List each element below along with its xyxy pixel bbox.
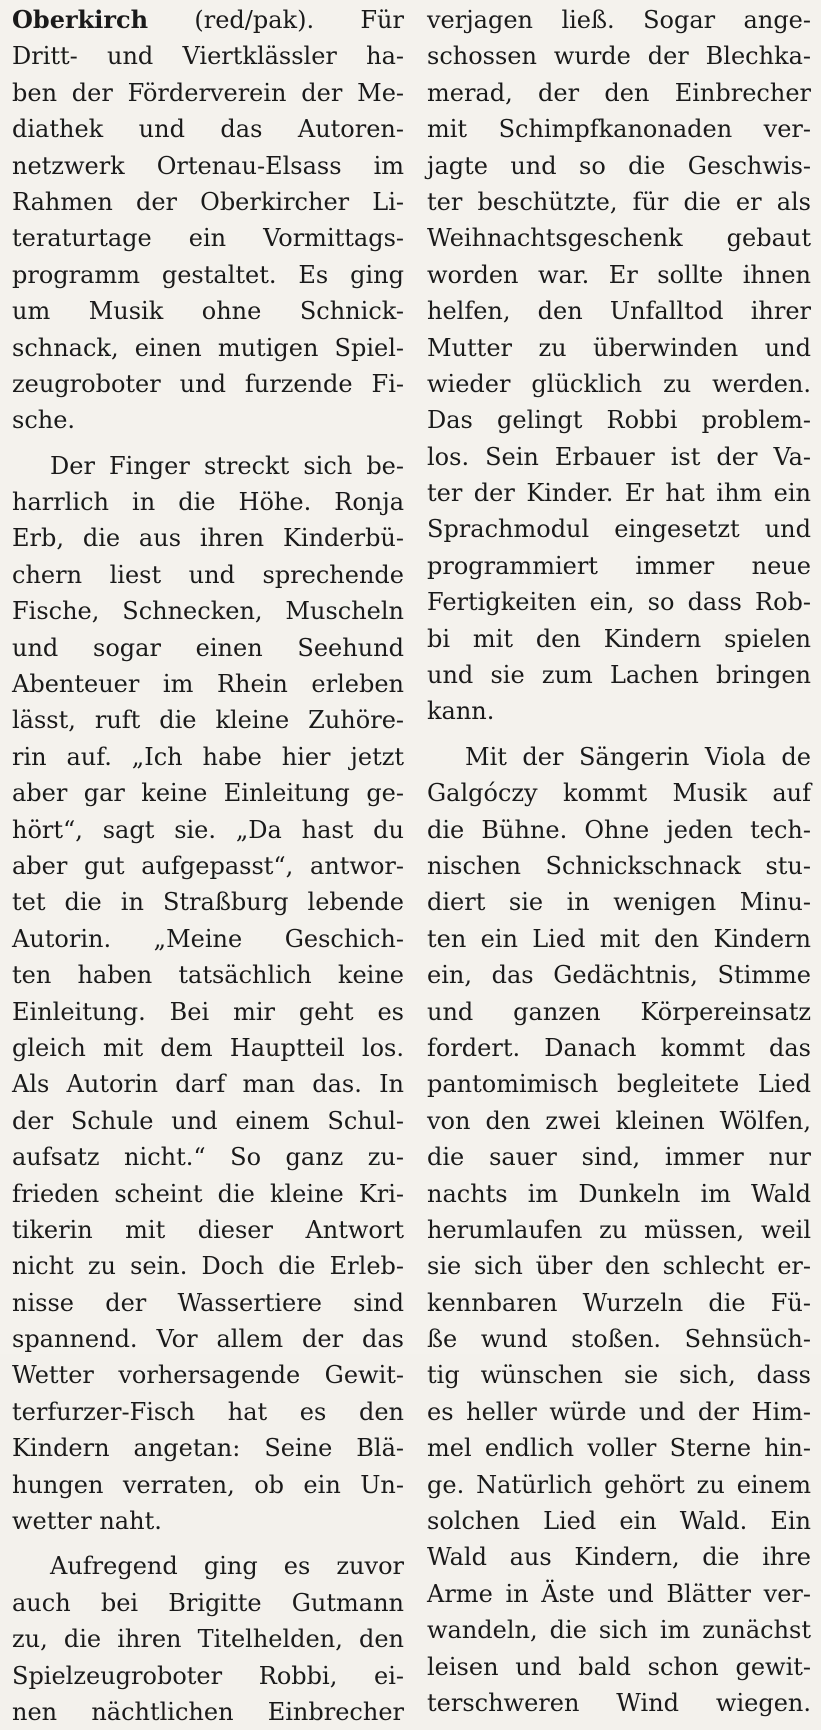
line-text: gleich mit dem Hauptteil los. bbox=[12, 1033, 404, 1062]
article-line bbox=[12, 220, 404, 256]
article-line bbox=[427, 220, 811, 256]
line-text: harrlich in die Höhe. Ronja bbox=[12, 488, 404, 517]
line-text: leisen und bald schon gewit- bbox=[427, 1652, 811, 1681]
paragraph-gap bbox=[12, 1539, 404, 1548]
article-line bbox=[12, 739, 404, 775]
line-text: um Musik ohne Schnick- bbox=[12, 297, 404, 326]
line-text: Rahmen der Oberkircher Li- bbox=[12, 187, 404, 216]
line-text: schnack, einen mutigen Spiel- bbox=[12, 333, 404, 362]
line-text: es heller würde und der Him- bbox=[427, 1397, 811, 1426]
article-line bbox=[12, 1030, 404, 1066]
article-line bbox=[427, 1539, 811, 1575]
article-line bbox=[12, 1321, 404, 1357]
article-line bbox=[427, 111, 811, 147]
line-text: auch bei Brigitte Gutmann bbox=[12, 1588, 404, 1617]
article-line bbox=[12, 921, 404, 957]
article-line bbox=[427, 475, 811, 511]
article-line bbox=[427, 1685, 811, 1721]
line-text: frieden scheint die kleine Kri- bbox=[12, 1179, 404, 1208]
line-text: Arme in Äste und Blätter ver- bbox=[427, 1579, 811, 1608]
article-line bbox=[12, 184, 404, 220]
line-text: verjagen ließ. Sogar ange- bbox=[427, 6, 811, 34]
article-line bbox=[427, 1357, 811, 1393]
article-line bbox=[12, 666, 404, 702]
article-line bbox=[427, 148, 811, 184]
line-text: jagte und so die Geschwis- bbox=[427, 151, 811, 180]
article-line bbox=[427, 1394, 811, 1430]
line-text: aber gut aufgepasst“, antwor- bbox=[12, 851, 404, 880]
article-line bbox=[12, 1430, 404, 1466]
article-line bbox=[12, 1394, 404, 1430]
article-line bbox=[427, 657, 811, 693]
line-text: solchen Lied ein Wald. Ein bbox=[427, 1507, 811, 1536]
line-text: merad, der den Einbrecher bbox=[427, 78, 811, 107]
article-line bbox=[12, 148, 404, 184]
line-text: fordert. Danach kommt das bbox=[427, 1033, 811, 1062]
line-text: und ganzen Körpereinsatz bbox=[427, 997, 811, 1026]
line-text: die sauer sind, immer nur bbox=[427, 1143, 811, 1172]
article-line bbox=[427, 1612, 811, 1648]
article-line bbox=[12, 1139, 404, 1175]
line-text: mit Schimpfkanonaden ver- bbox=[427, 115, 811, 144]
line-text: wieder glücklich zu werden. bbox=[427, 369, 811, 398]
line-text: ein, das Gedächtnis, Stimme bbox=[427, 961, 811, 990]
article-line bbox=[12, 593, 404, 629]
article-line bbox=[12, 1066, 404, 1102]
article-line bbox=[427, 1212, 811, 1248]
article-line bbox=[427, 994, 811, 1030]
article-line bbox=[12, 812, 404, 848]
line-text: sche. bbox=[12, 406, 76, 435]
article-line bbox=[12, 402, 404, 438]
article-line bbox=[12, 484, 404, 520]
line-text: chern liest und sprechende bbox=[12, 560, 404, 589]
line-text: von den zwei kleinen Wölfen, bbox=[427, 1106, 811, 1135]
line-text: los. Sein Erbauer ist der Va- bbox=[427, 442, 811, 471]
line-text: teraturtage ein Vormittags- bbox=[12, 224, 404, 253]
line-text: worden war. Er sollte ihnen bbox=[427, 260, 811, 289]
article-line bbox=[12, 1467, 404, 1503]
article-line bbox=[427, 884, 811, 920]
line-text: ten ein Lied mit den Kindern bbox=[427, 924, 811, 953]
article-line bbox=[427, 511, 811, 547]
line-text: nen nächtlichen Einbrecher bbox=[12, 1697, 404, 1726]
article-line bbox=[427, 584, 811, 620]
line-text: nachts im Dunkeln im Wald bbox=[427, 1179, 811, 1208]
article-line bbox=[427, 402, 811, 438]
article-line bbox=[427, 1248, 811, 1284]
line-text: Weihnachtsgeschenk gebaut bbox=[427, 224, 811, 253]
article-line bbox=[12, 1585, 404, 1621]
article-line bbox=[427, 330, 811, 366]
line-text: kann. bbox=[427, 697, 495, 726]
line-text: ter der Kinder. Er hat ihm ein bbox=[427, 479, 811, 508]
article-line bbox=[12, 702, 404, 738]
article-line bbox=[427, 1285, 811, 1321]
line-text: Galgóczy kommt Musik auf bbox=[427, 779, 811, 808]
article-line bbox=[427, 1576, 811, 1612]
line-text: lässt, ruft die kleine Zuhöre- bbox=[12, 706, 404, 735]
line-text: Einleitung. Bei mir geht es bbox=[12, 997, 404, 1026]
line-text: ben der Förderverein der Me- bbox=[12, 78, 404, 107]
article-line bbox=[427, 848, 811, 884]
line-text: nischen Schnickschnack stu- bbox=[427, 851, 811, 880]
line-text: nicht zu sein. Doch die Erleb- bbox=[12, 1252, 404, 1281]
article-line bbox=[427, 184, 811, 220]
article-line bbox=[427, 1467, 811, 1503]
article-line bbox=[427, 1430, 811, 1466]
line-text: Wetter vorhersagende Gewit- bbox=[12, 1361, 404, 1390]
line-text: herumlaufen zu müssen, weil bbox=[427, 1215, 811, 1244]
article-line bbox=[427, 1649, 811, 1685]
article-line bbox=[12, 448, 404, 484]
article-line bbox=[427, 957, 811, 993]
article-line bbox=[12, 1248, 404, 1284]
line-text: Wald aus Kindern, die ihre bbox=[427, 1543, 811, 1572]
article-line bbox=[12, 957, 404, 993]
article-line bbox=[12, 1658, 404, 1694]
article-line bbox=[427, 257, 811, 293]
line-text: programm gestaltet. Es ging bbox=[12, 260, 404, 289]
article-line bbox=[12, 1357, 404, 1393]
article-line bbox=[427, 621, 811, 657]
line-text: diert sie in wenigen Minu- bbox=[427, 888, 811, 917]
line-text: tikerin mit dieser Antwort bbox=[12, 1215, 404, 1244]
line-text: Fische, Schnecken, Muscheln bbox=[12, 597, 404, 626]
line-text: tig wünschen sie sich, dass bbox=[427, 1361, 811, 1390]
line-text: und sie zum Lachen bringen bbox=[427, 661, 811, 690]
article-line bbox=[427, 775, 811, 811]
line-text: Autorin. „Meine Geschich- bbox=[12, 924, 404, 953]
line-text: ten haben tatsächlich keine bbox=[12, 961, 404, 990]
article-line bbox=[12, 848, 404, 884]
line-text: hungen verraten, ob ein Un- bbox=[12, 1470, 404, 1499]
article-line bbox=[427, 739, 811, 775]
line-text: (red/pak). Für bbox=[148, 6, 404, 34]
line-text: Der Finger streckt sich be- bbox=[50, 451, 404, 480]
line-text: der Schule und einem Schul- bbox=[12, 1106, 404, 1135]
line-text: Kindern angetan: Seine Blä- bbox=[12, 1434, 404, 1463]
article-line bbox=[12, 884, 404, 920]
line-text: tet die in Straßburg lebende bbox=[12, 888, 404, 917]
article-line bbox=[12, 775, 404, 811]
line-text: pantomimisch begleitete Lied bbox=[427, 1070, 811, 1099]
article-column-right bbox=[427, 2, 811, 1721]
line-text: zeugroboter und furzende Fi- bbox=[12, 369, 404, 398]
line-text: Dritt- und Viertklässler ha- bbox=[12, 42, 404, 71]
article-column-left bbox=[12, 2, 404, 1730]
line-text: nisse der Wassertiere sind bbox=[12, 1288, 404, 1317]
line-text: bi mit den Kindern spielen bbox=[427, 624, 811, 653]
line-text: Das gelingt Robbi problem- bbox=[427, 406, 811, 435]
article-line bbox=[12, 557, 404, 593]
article-line bbox=[12, 1176, 404, 1212]
article-line bbox=[427, 2, 811, 38]
line-text: aufsatz nicht.“ So ganz zu- bbox=[12, 1143, 404, 1172]
line-text: Mit der Sängerin Viola de bbox=[465, 742, 811, 771]
article-line bbox=[12, 111, 404, 147]
article-line bbox=[12, 1212, 404, 1248]
line-text: hört“, sagt sie. „Da hast du bbox=[12, 815, 404, 844]
line-text: netzwerk Ortenau-Elsass im bbox=[12, 151, 404, 180]
line-text: schossen wurde der Blechka- bbox=[427, 42, 811, 71]
article-line bbox=[12, 2, 404, 38]
dateline: Oberkirch bbox=[12, 5, 149, 34]
line-text: Spielzeugroboter Robbi, ei- bbox=[12, 1661, 404, 1690]
article-line bbox=[12, 1103, 404, 1139]
article-line bbox=[427, 548, 811, 584]
article-line bbox=[12, 75, 404, 111]
line-text: mel endlich voller Sterne hin- bbox=[427, 1434, 811, 1463]
paragraph-gap bbox=[427, 730, 811, 739]
article-line bbox=[427, 1103, 811, 1139]
article-line bbox=[12, 1503, 404, 1539]
line-text: ter beschützte, für die er als bbox=[427, 187, 811, 216]
article-line bbox=[12, 38, 404, 74]
line-text: Aufregend ging es zuvor bbox=[50, 1552, 404, 1581]
article-line bbox=[12, 1694, 404, 1730]
line-text: ße wund stoßen. Sehnsüch- bbox=[427, 1325, 811, 1354]
article-line bbox=[427, 1066, 811, 1102]
article-line bbox=[12, 1621, 404, 1657]
line-text: Abenteuer im Rhein erleben bbox=[12, 670, 404, 699]
article-line bbox=[427, 75, 811, 111]
article-line bbox=[427, 1503, 811, 1539]
line-text: und sogar einen Seehund bbox=[12, 633, 404, 662]
line-text: helfen, den Unfalltod ihrer bbox=[427, 297, 811, 326]
article-line bbox=[12, 293, 404, 329]
article-line bbox=[427, 693, 811, 729]
line-text: terfurzer-Fisch hat es den bbox=[12, 1397, 404, 1426]
article-line bbox=[12, 257, 404, 293]
line-text: die Bühne. Ohne jeden tech- bbox=[427, 815, 811, 844]
line-text: wetter naht. bbox=[12, 1507, 162, 1536]
line-text: terschweren Wind wiegen. bbox=[427, 1688, 811, 1717]
article-line bbox=[427, 1030, 811, 1066]
paragraph-gap bbox=[12, 439, 404, 448]
line-text: zu, die ihren Titelhelden, den bbox=[12, 1625, 404, 1654]
article-line bbox=[12, 994, 404, 1030]
article-line bbox=[427, 366, 811, 402]
line-text: Mutter zu überwinden und bbox=[427, 333, 811, 362]
article-line bbox=[427, 1321, 811, 1357]
article-line bbox=[427, 38, 811, 74]
line-text: kennbaren Wurzeln die Fü- bbox=[427, 1288, 811, 1317]
article-line bbox=[427, 439, 811, 475]
line-text: wandeln, die sich im zunächst bbox=[427, 1616, 811, 1645]
article-line bbox=[427, 1139, 811, 1175]
line-text: Sprachmodul eingesetzt und bbox=[427, 515, 811, 544]
article-line bbox=[12, 1548, 404, 1584]
article-line bbox=[427, 921, 811, 957]
article-line bbox=[12, 330, 404, 366]
line-text: Als Autorin darf man das. In bbox=[12, 1070, 404, 1099]
article-line bbox=[427, 1176, 811, 1212]
line-text: aber gar keine Einleitung ge- bbox=[12, 779, 404, 808]
line-text: rin auf. „Ich habe hier jetzt bbox=[12, 742, 404, 771]
article-line bbox=[12, 520, 404, 556]
article-line bbox=[12, 1285, 404, 1321]
line-text: sie sich über den schlecht er- bbox=[427, 1252, 811, 1281]
line-text: Erb, die aus ihren Kinderbü- bbox=[12, 524, 404, 553]
article-line bbox=[12, 630, 404, 666]
line-text: diathek und das Autoren- bbox=[12, 115, 404, 144]
line-text: programmiert immer neue bbox=[427, 551, 811, 580]
line-text: ge. Natürlich gehört zu einem bbox=[427, 1470, 811, 1499]
article-line bbox=[427, 293, 811, 329]
line-text: spannend. Vor allem der das bbox=[12, 1325, 404, 1354]
line-text: Fertigkeiten ein, so dass Rob- bbox=[427, 588, 811, 617]
article-line bbox=[427, 812, 811, 848]
article-line bbox=[12, 366, 404, 402]
